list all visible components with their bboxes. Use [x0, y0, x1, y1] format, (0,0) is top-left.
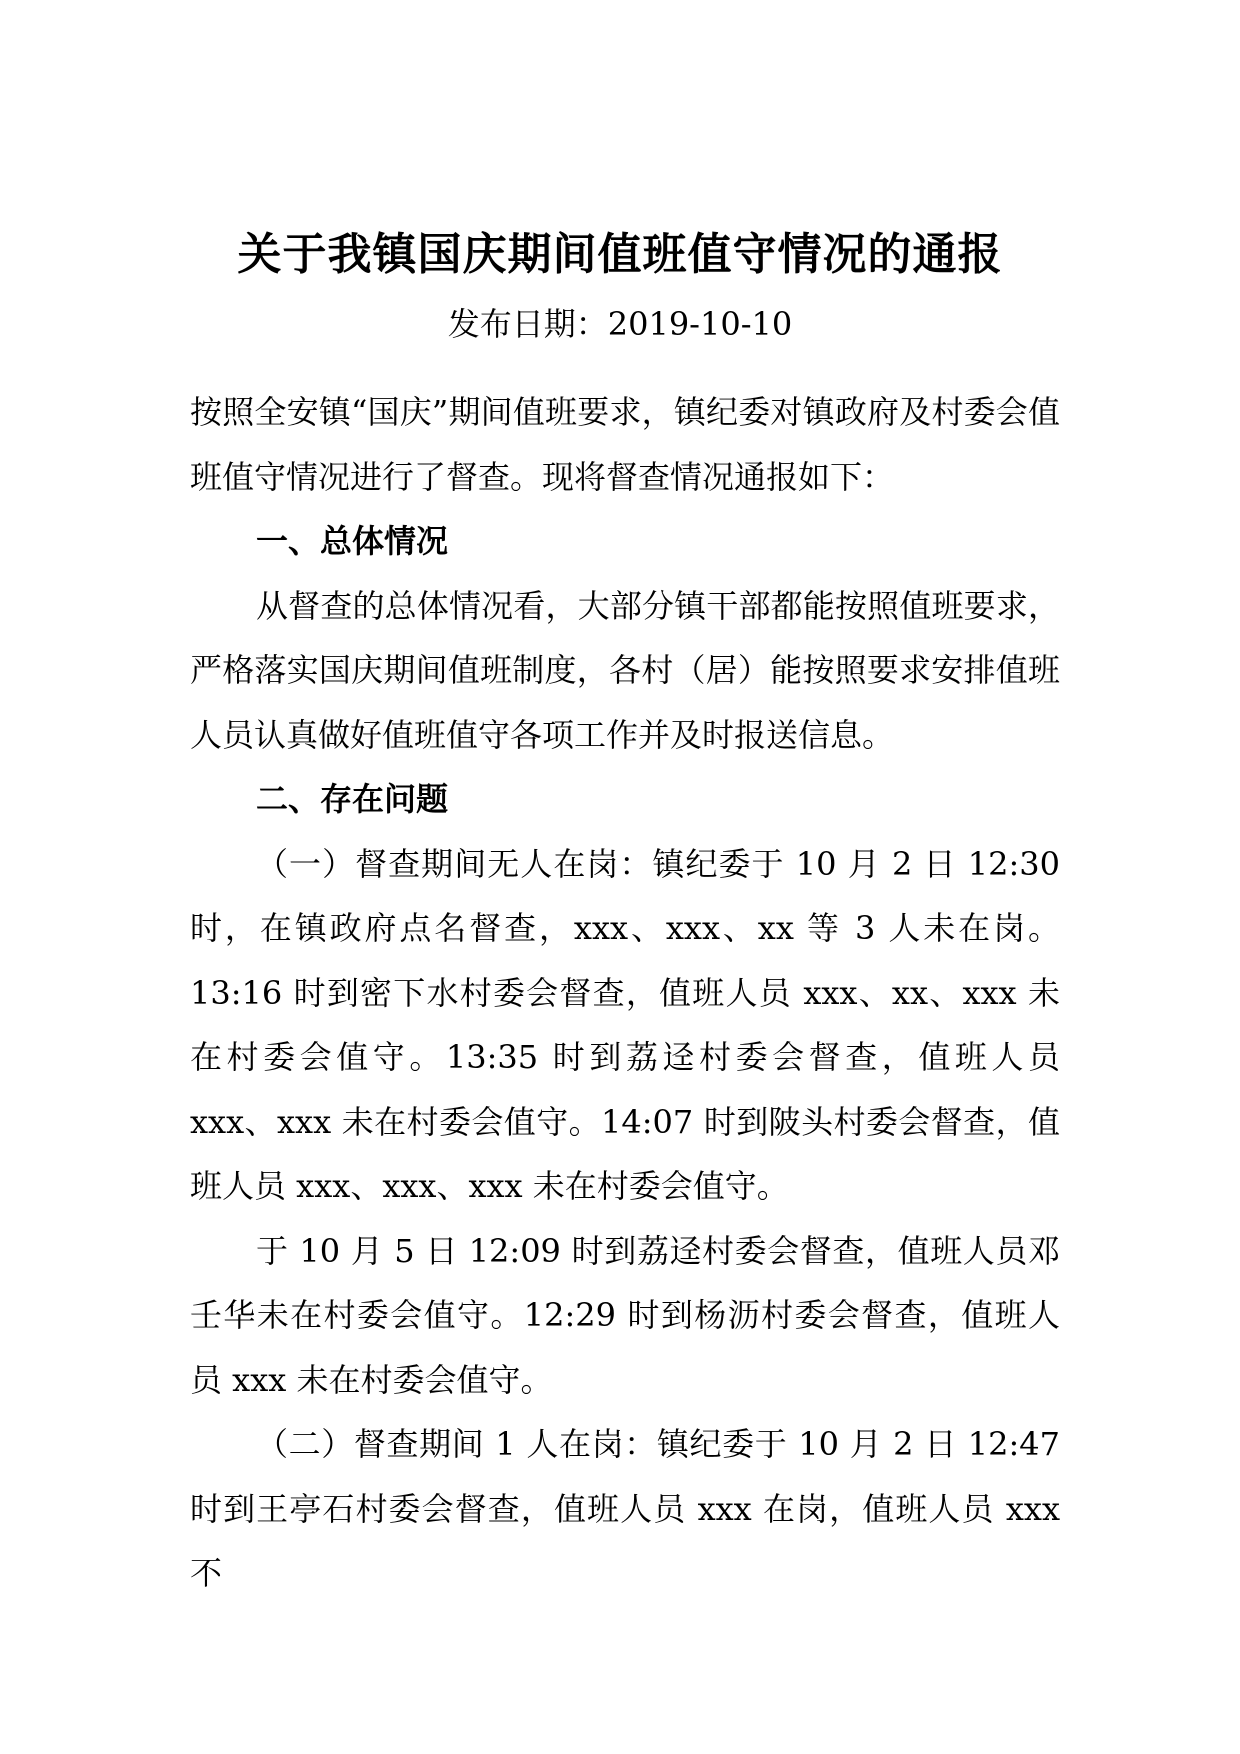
section-heading-problems: 二、存在问题 [256, 780, 449, 818]
publish-date: 发布日期：2019-10-10 [447, 305, 793, 343]
problems-paragraph-3: （二）督查期间 1 人在岗：镇纪委于 10 月 2 日 12:47 时到王亭石村委会督查，值班人员 xxx 在岗，值班人员 xxx 不 [190, 1425, 1060, 1592]
problems-paragraph-2: 于 10 月 5 日 12:09 时到荔迳村委会督查，值班人员邓壬华未在村委会值守。12:29 时到杨沥村委会督查，值班人员 xxx 未在村委会值守。 [190, 1231, 1060, 1399]
problems-paragraph-1: （一）督查期间无人在岗：镇纪委于 10 月 2 日 12:30 时，在镇政府点名督查，xxx、xxx、xx 等 3 人未在岗。13:16 时到密下水村委会督查，值班人员 xxx、xx、xxx 未在村委会值守。13:35 时到荔迳村委会督查，值班人员 xxx、xxx 未在村委会值守。14:07 时到陂头村委会督查，值班人员 xxx、xxx、xxx 未在村委会值守。 [190, 844, 1060, 1205]
document-title: 关于我镇国庆期间值班值守情况的通报 [237, 229, 1003, 280]
overall-paragraph: 从督查的总体情况看，大部分镇干部都能按照值班要求，严格落实国庆期间值班制度，各村（居）能按照要求安排值班人员认真做好值班值守各项工作并及时报送信息。 [190, 586, 1060, 754]
intro-paragraph: 按照全安镇“国庆”期间值班要求，镇纪委对镇政府及村委会值班值守情况进行了督查。现将督查情况通报如下： [190, 393, 1060, 496]
document-body [190, 380, 1060, 1606]
section-heading-overall: 一、总体情况 [256, 522, 449, 560]
